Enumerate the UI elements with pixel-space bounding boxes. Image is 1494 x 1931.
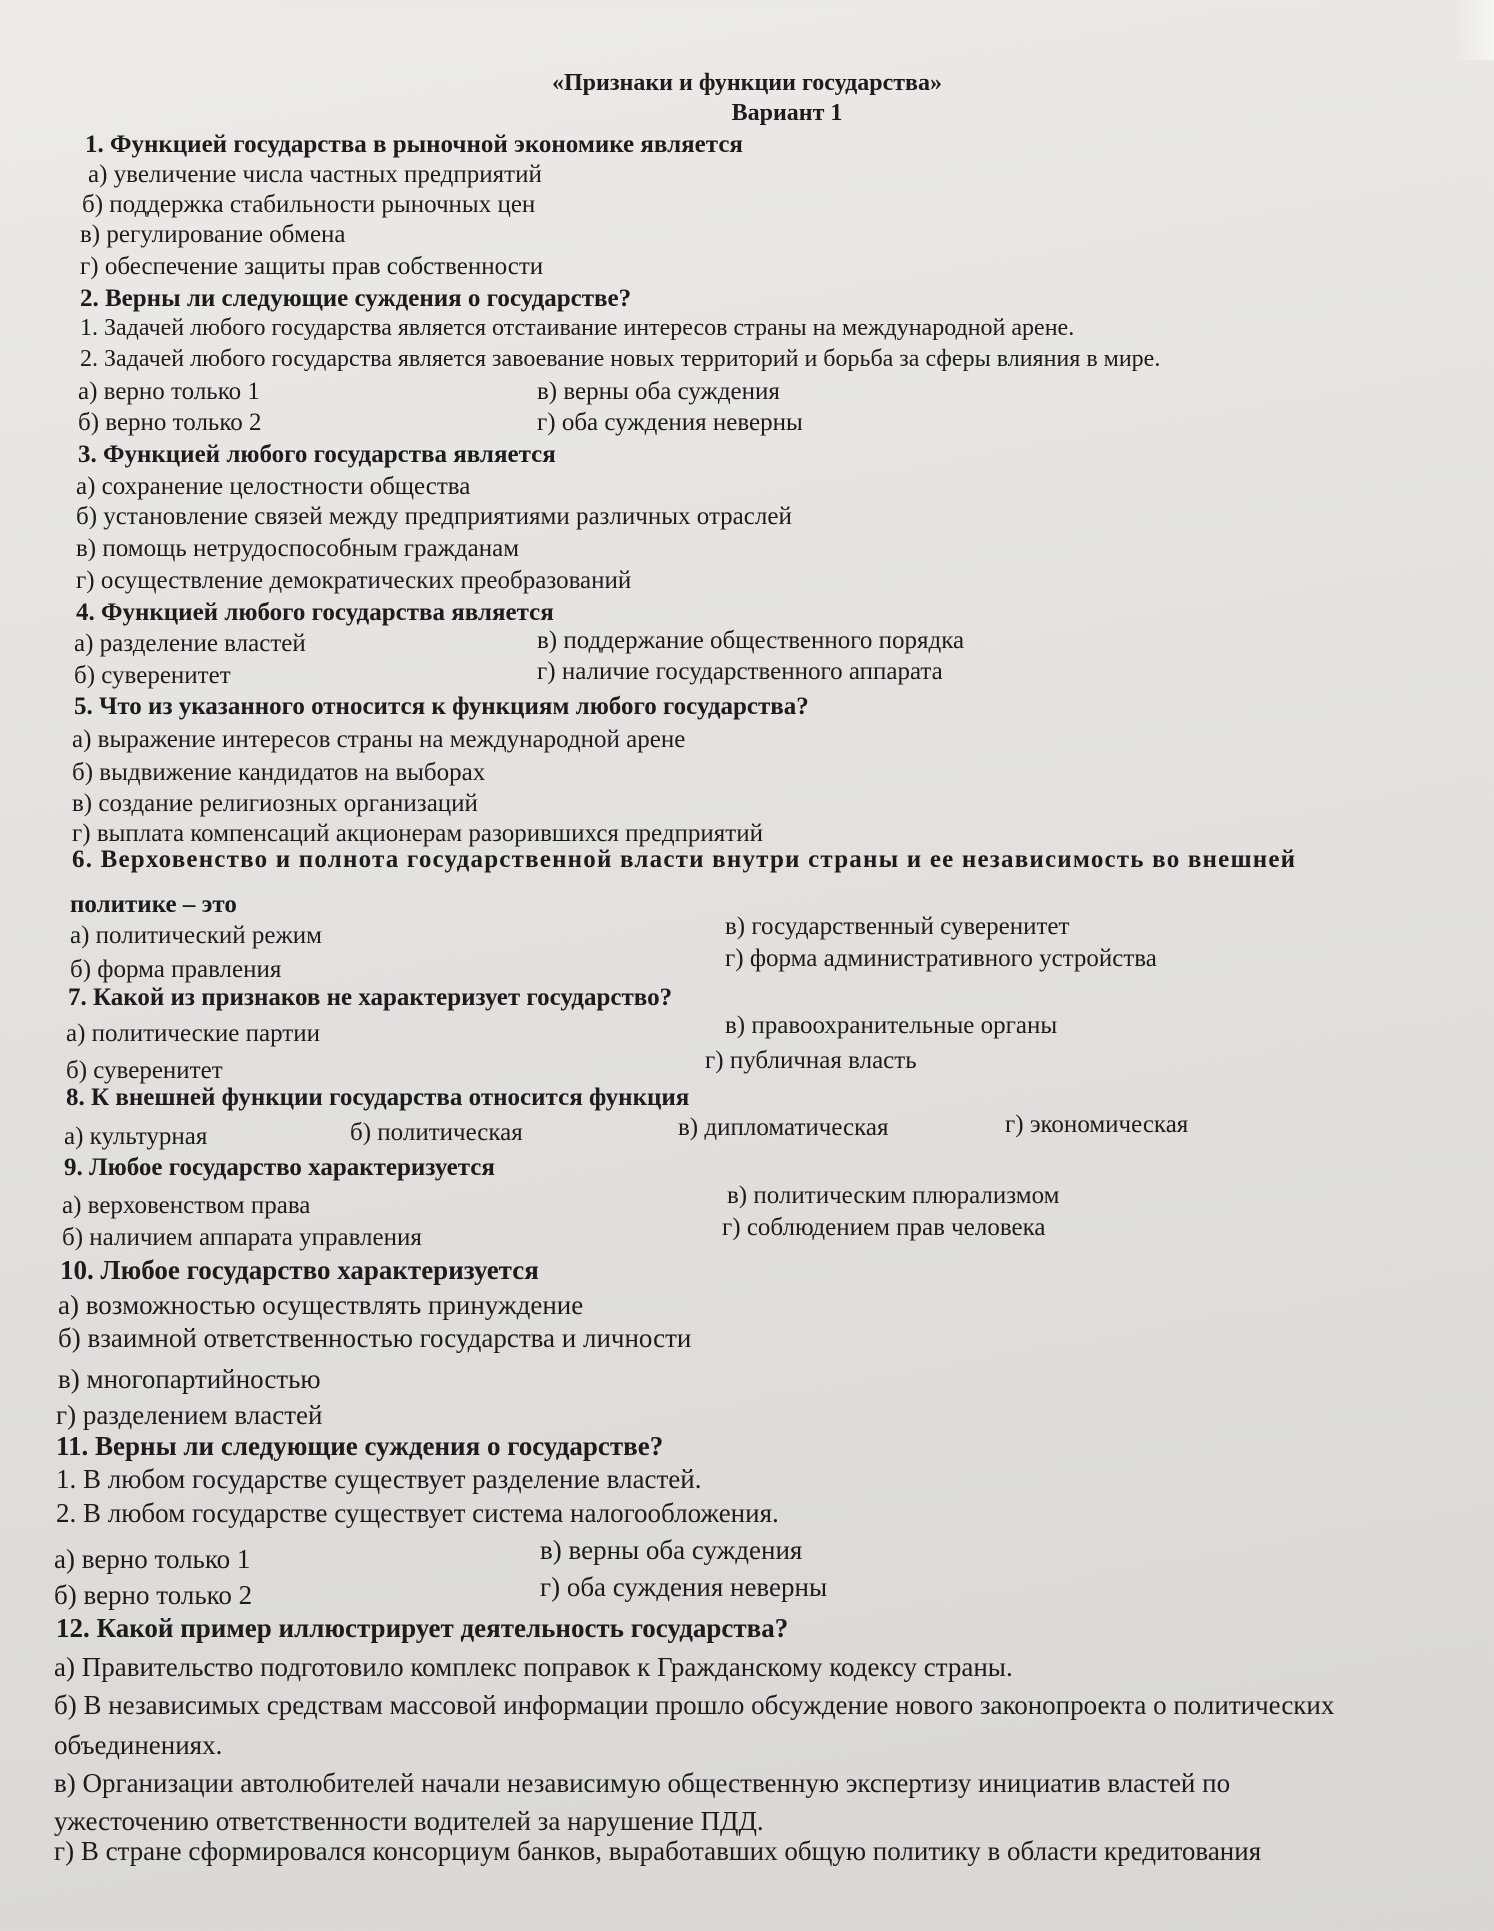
q2-option-d: г) оба суждения неверны <box>537 409 803 436</box>
q5-option-d: г) выплата компенсаций акционерам разорившихся предприятий <box>72 820 763 847</box>
q12-option-c-line-1: в) Организации автолюбителей начали независимую общественную экспертизу инициатив властей по <box>54 1768 1231 1798</box>
worksheet-title: «Признаки и функции государства» <box>552 70 942 96</box>
q4-option-a: а) разделение властей <box>74 630 306 657</box>
q7-option-c: в) правоохранительные органы <box>725 1012 1058 1039</box>
q9-option-a: а) верховенством права <box>62 1192 311 1219</box>
q4-option-b: б) суверенитет <box>74 662 231 689</box>
q7-option-a: а) политические партии <box>66 1020 320 1047</box>
question-10: 10. Любое государство характеризуется <box>60 1255 539 1285</box>
q3-option-b: б) установление связей между предприятиями различных отраслей <box>76 503 792 530</box>
q12-option-c-line-2: ужесточению ответственности водителей за нарушение ПДД. <box>54 1806 764 1836</box>
question-9: 9. Любое государство характеризуется <box>64 1154 495 1181</box>
q10-option-d: г) разделением властей <box>56 1400 323 1430</box>
q8-option-d: г) экономическая <box>1005 1111 1189 1138</box>
variant-label: Вариант 1 <box>731 100 843 126</box>
q12-option-b-line-1: б) В независимых средствам массовой информации прошло обсуждение нового законопроекта о политических <box>54 1690 1335 1720</box>
question-3: 3. Функцией любого государства является <box>78 441 556 468</box>
q1-option-b: б) поддержка стабильности рыночных цен <box>82 191 536 218</box>
q12-option-a: а) Правительство подготовило комплекс поправок к Гражданскому кодексу страны. <box>54 1652 1013 1682</box>
q10-option-c: в) многопартийностью <box>58 1364 321 1394</box>
q7-option-d: г) публичная власть <box>705 1047 917 1074</box>
q9-option-c: в) политическим плюрализмом <box>727 1182 1060 1209</box>
q7-option-b: б) суверенитет <box>66 1057 223 1084</box>
q2-option-a: а) верно только 1 <box>78 378 260 405</box>
q11-option-b: б) верно только 2 <box>54 1580 253 1610</box>
q2-statement-1: 1. Задачей любого государства является отстаивание интересов страны на международной арене. <box>80 315 1075 341</box>
question-7: 7. Какой из признаков не характеризует государство? <box>68 984 673 1011</box>
q12-option-b-line-2: объединениях. <box>54 1730 223 1760</box>
q6-option-b: б) форма правления <box>70 956 282 983</box>
q9-option-d: г) соблюдением прав человека <box>722 1214 1046 1241</box>
question-4: 4. Функцией любого государства является <box>76 599 554 626</box>
page-edge-shadow <box>1454 0 1494 60</box>
q1-option-d: г) обеспечение защиты прав собственности <box>80 253 544 280</box>
q11-statement-1: 1. В любом государстве существует разделение властей. <box>56 1464 702 1494</box>
question-1: 1. Функцией государства в рыночной экономике является <box>85 131 743 158</box>
question-6-line-1: 6. Верховенство и полнота государственной власти внутри страны и ее независимость во внешней <box>72 846 1297 873</box>
question-5: 5. Что из указанного относится к функциям любого государства? <box>74 693 809 720</box>
q2-option-c: в) верны оба суждения <box>537 378 780 405</box>
q6-option-c: в) государственный суверенитет <box>725 913 1070 940</box>
question-12: 12. Какой пример иллюстрирует деятельность государства? <box>56 1613 789 1643</box>
q11-option-c: в) верны оба суждения <box>540 1535 803 1565</box>
q8-option-c: в) дипломатическая <box>678 1114 889 1141</box>
q5-option-a: а) выражение интересов страны на международной арене <box>72 726 686 753</box>
q5-option-c: в) создание религиозных организаций <box>72 790 478 817</box>
q11-option-a: а) верно только 1 <box>54 1544 251 1574</box>
q12-option-d: г) В стране сформировался консорциум банков, выработавших общую политику в области кредитования <box>54 1836 1262 1866</box>
q11-statement-2: 2. В любом государстве существует система налогообложения. <box>56 1498 779 1528</box>
question-8: 8. К внешней функции государства относится функция <box>66 1084 690 1111</box>
q1-option-a: а) увеличение числа частных предприятий <box>88 161 542 188</box>
q11-option-d: г) оба суждения неверны <box>540 1572 828 1602</box>
q6-option-d: г) форма административного устройства <box>725 945 1157 972</box>
question-2: 2. Верны ли следующие суждения о государстве? <box>80 285 632 312</box>
q5-option-b: б) выдвижение кандидатов на выборах <box>72 759 486 786</box>
q3-option-c: в) помощь нетрудоспособным гражданам <box>76 535 520 562</box>
q2-option-b: б) верно только 2 <box>78 409 262 436</box>
q9-option-b: б) наличием аппарата управления <box>62 1224 422 1251</box>
q4-option-d: г) наличие государственного аппарата <box>537 658 943 685</box>
q3-option-a: а) сохранение целостности общества <box>76 473 471 500</box>
q2-statement-2: 2. Задачей любого государства является завоевание новых территорий и борьба за сферы влияния в мире. <box>80 346 1161 372</box>
q8-option-b: б) политическая <box>350 1119 523 1146</box>
question-6-line-2: политике – это <box>70 891 237 918</box>
question-11: 11. Верны ли следующие суждения о государстве? <box>56 1431 664 1461</box>
q6-option-a: а) политический режим <box>70 922 322 949</box>
q10-option-b: б) взаимной ответственностью государства и личности <box>58 1323 692 1353</box>
q10-option-a: а) возможностью осуществлять принуждение <box>58 1290 584 1320</box>
q4-option-c: в) поддержание общественного порядка <box>537 627 965 654</box>
q1-option-c: в) регулирование обмена <box>80 221 346 248</box>
q3-option-d: г) осуществление демократических преобразований <box>76 567 632 594</box>
q8-option-a: а) культурная <box>64 1123 208 1150</box>
